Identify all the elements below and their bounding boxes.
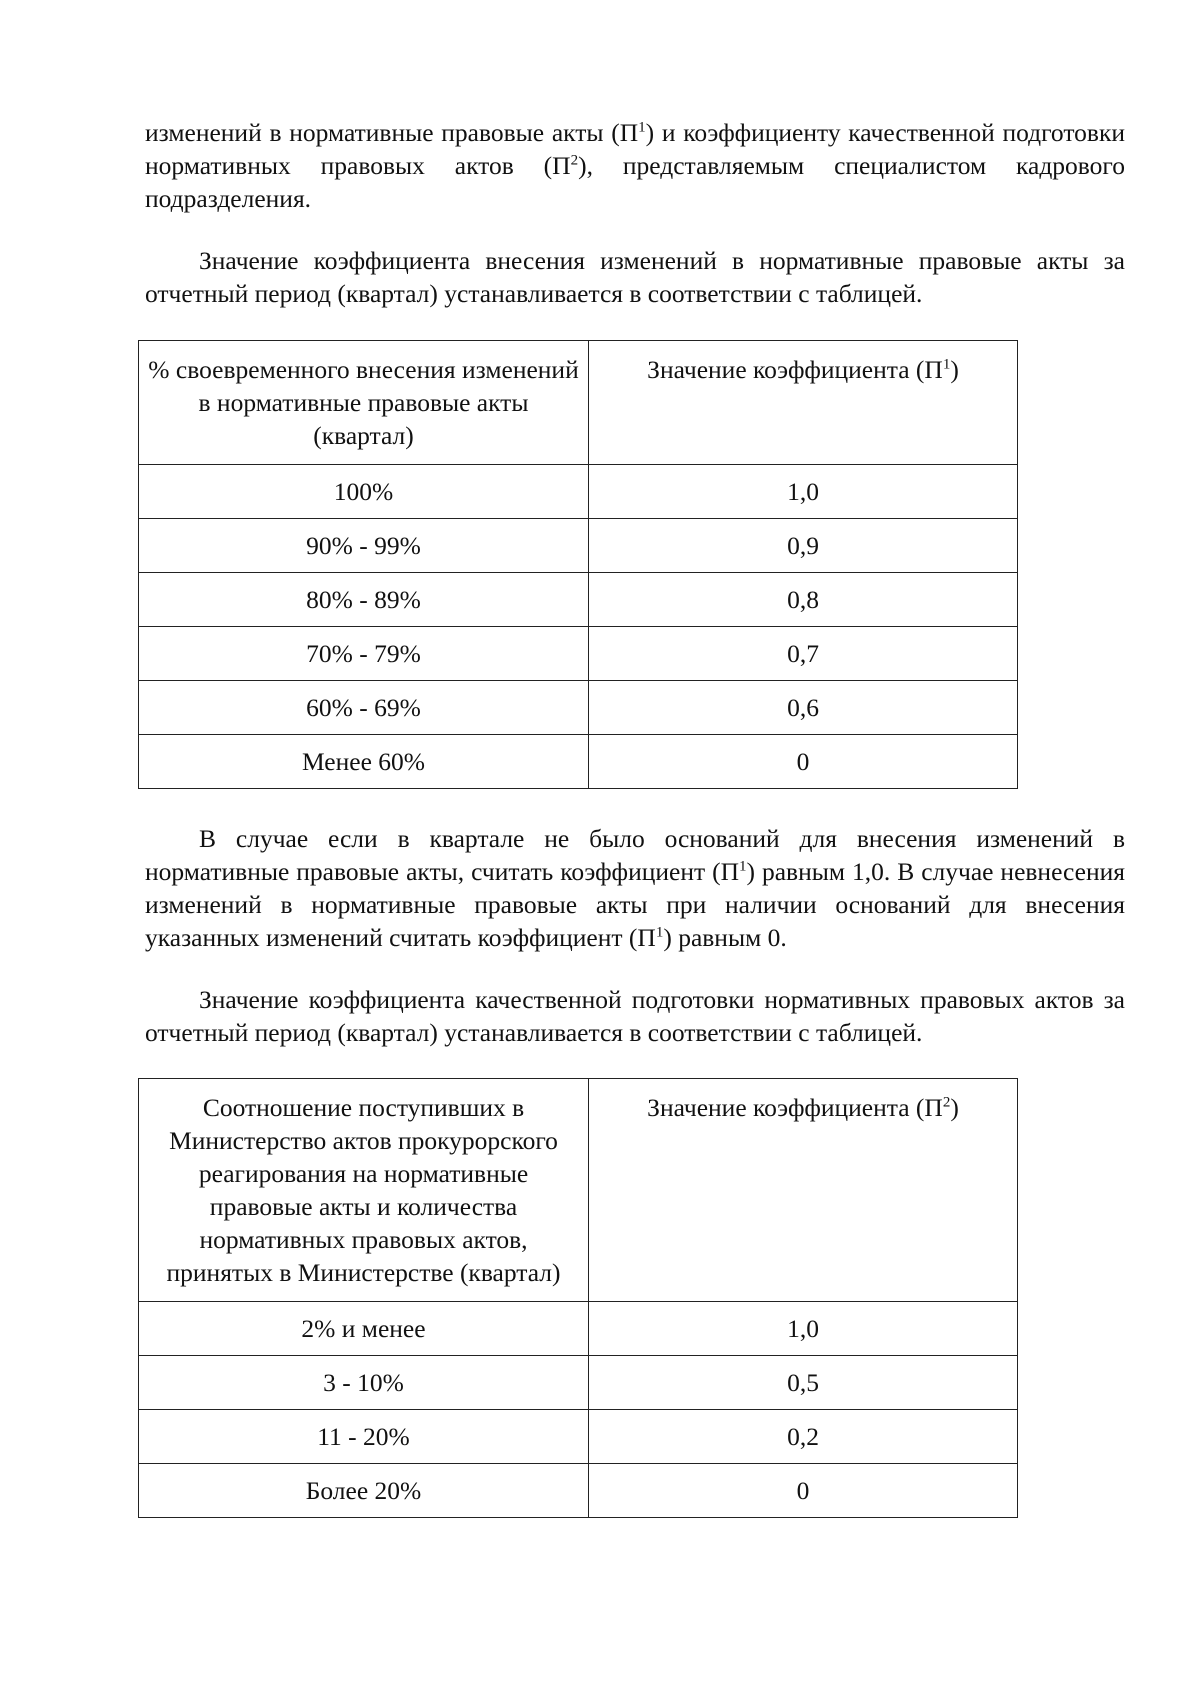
text-span: ), представляемым специалистом кадрового подразделения.	[145, 151, 1125, 213]
text-span: ) равным 0.	[663, 923, 787, 952]
table-row	[139, 1410, 1018, 1464]
table-header-cell: % своевременного внесения изменений в нормативные правовые акты (квартал)	[139, 341, 589, 465]
text-span: В случае если в квартале не было оснований для внесения изменений в нормативные правовые акты, считать коэффициент (П	[145, 824, 1125, 886]
table-cell-range: Более 20%	[139, 1464, 589, 1518]
superscript: 1	[655, 924, 664, 941]
table-cell-range: 60% - 69%	[139, 681, 589, 735]
header-text: )	[950, 1093, 959, 1122]
table-cell-range: 70% - 79%	[139, 627, 589, 681]
paragraph-table2-intro: Значение коэффициента качественной подготовки нормативных правовых актов за отчетный период (квартал) устанавливается в соответствии с таблицей.	[145, 985, 1125, 1047]
superscript: 1	[942, 356, 951, 373]
table-row	[139, 1302, 1018, 1356]
table-row	[139, 627, 1018, 681]
text-span: изменений в нормативные правовые акты (П	[145, 118, 639, 147]
table-cell-value: 0	[589, 735, 1018, 789]
superscript: 2	[942, 1094, 951, 1111]
superscript: 1	[638, 119, 646, 136]
table-cell-value: 0,6	[589, 681, 1018, 735]
superscript: 1	[739, 858, 747, 875]
coefficient-table-p1	[138, 340, 1018, 789]
table-cell-value: 0,8	[589, 573, 1018, 627]
table-cell-range: 80% - 89%	[139, 573, 589, 627]
table-cell-value: 1,0	[589, 465, 1018, 519]
table-row	[139, 681, 1018, 735]
table-row	[139, 573, 1018, 627]
table-cell-range: 100%	[139, 465, 589, 519]
table-header-cell	[589, 1079, 1018, 1302]
header-text: Значение коэффициента (П	[647, 355, 943, 384]
table-cell-range: 11 - 20%	[139, 1410, 589, 1464]
header-text: )	[950, 355, 959, 384]
table-header-cell	[589, 341, 1018, 465]
table-row	[139, 465, 1018, 519]
superscript: 2	[570, 152, 579, 169]
table-header-cell: Соотношение поступивших в Министерство актов прокурорского реагирования на нормативные правовые акты и количества нормативных правовых актов, принятых в Министерстве (квартал)	[139, 1079, 589, 1302]
table-header-row	[139, 341, 1018, 465]
table-cell-value: 0,7	[589, 627, 1018, 681]
header-text: Значение коэффициента (П	[647, 1093, 943, 1122]
table-cell-range: Менее 60%	[139, 735, 589, 789]
paragraph-p1-rules	[145, 822, 1125, 954]
table-row	[139, 1464, 1018, 1518]
table-cell-value: 1,0	[589, 1302, 1018, 1356]
table-cell-value: 0,9	[589, 519, 1018, 573]
coefficient-table-p2	[138, 1078, 1018, 1518]
table-row	[139, 519, 1018, 573]
table-row	[139, 735, 1018, 789]
paragraph-continuation	[145, 116, 1125, 215]
table-cell-value: 0,2	[589, 1410, 1018, 1464]
table-cell-range: 90% - 99%	[139, 519, 589, 573]
paragraph-table1-intro: Значение коэффициента внесения изменений в нормативные правовые акты за отчетный период (квартал) устанавливается в соответствии с таблицей.	[145, 246, 1125, 308]
table-row	[139, 1356, 1018, 1410]
table-cell-value: 0	[589, 1464, 1018, 1518]
table-header-row	[139, 1079, 1018, 1302]
table-cell-range: 3 - 10%	[139, 1356, 589, 1410]
text-span: ) равным 1,0. В случае невнесения изменений в нормативные правовые акты при наличии оснований для внесения указанных изменений считать коэффициент (П	[145, 857, 1126, 952]
text-span: ) и коэффициенту качественной подготовки нормативных правовых актов (П	[145, 118, 1125, 180]
table-cell-range: 2% и менее	[139, 1302, 589, 1356]
table-cell-value: 0,5	[589, 1356, 1018, 1410]
